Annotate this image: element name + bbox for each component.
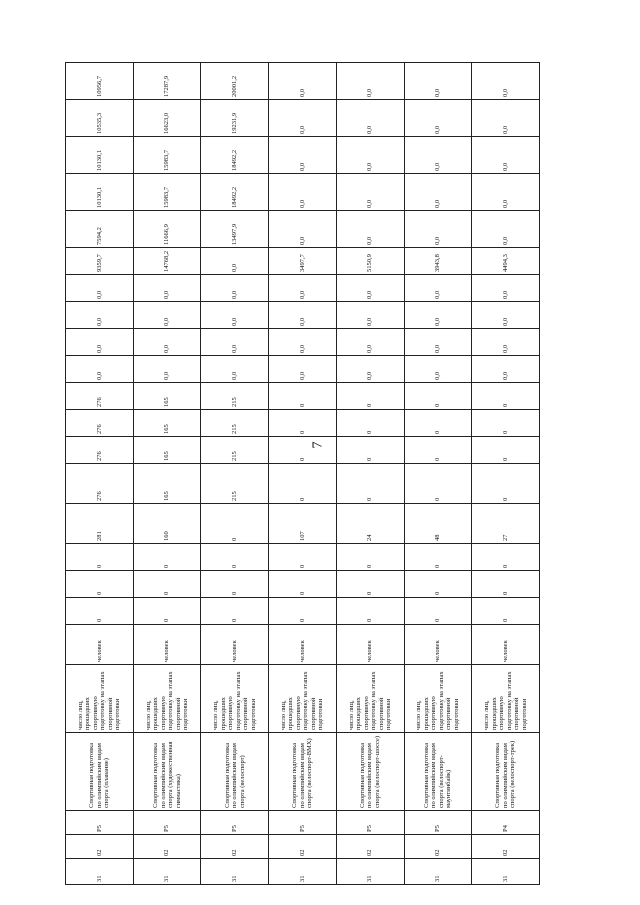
value-cell: 0,0	[201, 302, 269, 329]
value-cell: 165	[133, 383, 201, 410]
value-cell: 215	[201, 464, 269, 504]
value-cell: 5150,9	[336, 248, 404, 275]
value-cell: 0,0	[404, 137, 472, 174]
value-cell: 0	[133, 571, 201, 598]
code-cell: 31	[133, 859, 201, 885]
value-cell: 0	[472, 383, 540, 410]
value-cell: 0	[336, 464, 404, 504]
value-cell: 0,0	[269, 211, 337, 248]
code-cell: 31	[404, 859, 472, 885]
indicator-cell: число лиц, прошедших спортивную подготовку на этапах спортивной подготовки	[201, 665, 269, 733]
code-cell: P5	[269, 811, 337, 835]
value-cell: 0	[336, 544, 404, 571]
value-cell: 0	[66, 598, 134, 625]
activity-name-cell: Спортивная подготовка по олимпийским видам спорта (велоспорт-трек)	[472, 733, 540, 811]
unit-cell: человек	[472, 625, 540, 665]
table-row	[201, 26, 269, 885]
value-cell: 0,0	[472, 100, 540, 137]
value-cell: 0,0	[201, 356, 269, 383]
value-cell: 0	[336, 437, 404, 464]
value-cell: 0	[472, 571, 540, 598]
value-cell: 0	[269, 464, 337, 504]
value-cell: 0	[404, 598, 472, 625]
activity-name-cell: Спортивная подготовка по олимпийским видам спорта (плавание)	[66, 733, 134, 811]
value-cell: 0,0	[66, 356, 134, 383]
value-cell: 10535,3	[66, 100, 134, 137]
table-row	[66, 26, 134, 885]
unit-cell: человек	[269, 625, 337, 665]
value-cell: 3943,8	[404, 248, 472, 275]
activity-name-cell: Спортивная подготовка по олимпийским видам спорта (художественная гимнастика)	[133, 733, 201, 811]
code-cell: 31	[201, 859, 269, 885]
value-cell: 0,0	[201, 248, 269, 275]
value-cell: 0	[269, 571, 337, 598]
value-cell: 0	[336, 410, 404, 437]
code-cell: 02	[66, 835, 134, 859]
value-cell: 0	[201, 598, 269, 625]
value-cell: 4494,3	[472, 248, 540, 275]
value-cell: 0	[404, 437, 472, 464]
value-cell: 18492,2	[201, 174, 269, 211]
value-cell: 0	[269, 437, 337, 464]
value-cell: 18492,2	[201, 137, 269, 174]
value-cell: 215	[201, 383, 269, 410]
value-cell: 0,0	[472, 63, 540, 100]
document-table-container	[65, 30, 540, 885]
value-cell: 0	[66, 544, 134, 571]
value-cell: 0,0	[404, 100, 472, 137]
code-cell: P5	[66, 811, 134, 835]
value-cell: 0,0	[269, 63, 337, 100]
value-cell: 276	[66, 410, 134, 437]
value-cell: 0	[336, 383, 404, 410]
value-cell: 0,0	[269, 356, 337, 383]
value-cell: 0,0	[404, 174, 472, 211]
value-cell: 0,0	[404, 356, 472, 383]
code-cell: 02	[336, 835, 404, 859]
code-cell: 02	[269, 835, 337, 859]
value-cell: 0,0	[336, 329, 404, 356]
value-cell: 0	[201, 571, 269, 598]
value-cell: 0,0	[404, 302, 472, 329]
value-cell: 0,0	[336, 211, 404, 248]
indicator-cell: число лиц, прошедших спортивную подготовку на этапах спортивной подготовки	[269, 665, 337, 733]
unit-cell: человек	[133, 625, 201, 665]
code-cell: P5	[404, 811, 472, 835]
value-cell: 0,0	[336, 174, 404, 211]
value-cell: 10130,1	[66, 174, 134, 211]
value-cell: 0	[404, 464, 472, 504]
value-cell: 20001,2	[201, 63, 269, 100]
code-cell: 31	[269, 859, 337, 885]
value-cell: 0,0	[133, 356, 201, 383]
value-cell: 19231,9	[201, 100, 269, 137]
value-cell: 9359,7	[66, 248, 134, 275]
value-cell: 0	[269, 544, 337, 571]
value-cell: 276	[66, 437, 134, 464]
value-cell: 0,0	[269, 137, 337, 174]
value-cell: 15983,7	[133, 137, 201, 174]
value-cell: 0,0	[133, 329, 201, 356]
value-cell: 0	[404, 544, 472, 571]
page-number: 7	[310, 441, 326, 449]
value-cell: 0	[404, 383, 472, 410]
value-cell: 0,0	[269, 329, 337, 356]
value-cell: 0	[336, 598, 404, 625]
value-cell: 276	[66, 464, 134, 504]
unit-cell: человек	[201, 625, 269, 665]
value-cell: 0	[269, 598, 337, 625]
value-cell: 215	[201, 410, 269, 437]
code-cell: 31	[472, 859, 540, 885]
value-cell: 0,0	[472, 329, 540, 356]
unit-cell: человек	[66, 625, 134, 665]
table-row	[404, 26, 472, 885]
code-cell: 02	[201, 835, 269, 859]
value-cell: 0,0	[404, 63, 472, 100]
value-cell: 0,0	[336, 100, 404, 137]
value-cell: 0,0	[269, 275, 337, 302]
value-cell: 48	[404, 504, 472, 544]
table-row	[336, 26, 404, 885]
value-cell: 0,0	[336, 63, 404, 100]
activity-name-cell: Спортивная подготовка по олимпийским видам спорта (велоспорт-шоссе)	[336, 733, 404, 811]
indicator-cell: число лиц, прошедших спортивную подготовку на этапах спортивной подготовки	[336, 665, 404, 733]
value-cell: 0	[133, 598, 201, 625]
code-cell: P5	[201, 811, 269, 835]
table-row	[269, 26, 337, 885]
value-cell: 16623,0	[133, 100, 201, 137]
value-cell: 0,0	[66, 329, 134, 356]
indicator-cell: число лиц, прошедших спортивную подготовку на этапах спортивной подготовки	[404, 665, 472, 733]
value-cell: 0,0	[404, 329, 472, 356]
table-row	[133, 26, 201, 885]
value-cell: 0,0	[336, 275, 404, 302]
value-cell: 0	[66, 571, 134, 598]
code-cell: P5	[133, 811, 201, 835]
value-cell: 0	[336, 571, 404, 598]
value-cell: 24	[336, 504, 404, 544]
value-cell: 0,0	[269, 302, 337, 329]
value-cell: 0,0	[201, 329, 269, 356]
code-cell: P5	[336, 811, 404, 835]
value-cell: 0	[472, 544, 540, 571]
code-cell: 31	[66, 859, 134, 885]
value-cell: 0,0	[133, 275, 201, 302]
value-cell: 0,0	[336, 302, 404, 329]
value-cell: 276	[66, 383, 134, 410]
value-cell: 215	[201, 437, 269, 464]
value-cell: 0,0	[336, 137, 404, 174]
value-cell: 0,0	[472, 211, 540, 248]
value-cell: 0,0	[472, 174, 540, 211]
value-cell: 0	[404, 571, 472, 598]
value-cell: 11666,9	[133, 211, 201, 248]
value-cell: 13497,9	[201, 211, 269, 248]
unit-cell: человек	[404, 625, 472, 665]
value-cell: 7594,2	[66, 211, 134, 248]
value-cell: 0,0	[133, 302, 201, 329]
value-cell: 14768,2	[133, 248, 201, 275]
value-cell: 0	[404, 410, 472, 437]
indicator-cell: число лиц, прошедших спортивную подготовку на этапах спортивной подготовки	[472, 665, 540, 733]
value-cell: 0	[133, 544, 201, 571]
value-cell: 0	[269, 410, 337, 437]
indicator-cell: число лиц, прошедших спортивную подготовку на этапах спортивной подготовки	[66, 665, 134, 733]
unit-cell: человек	[336, 625, 404, 665]
table-row	[472, 26, 540, 885]
code-cell: 02	[404, 835, 472, 859]
value-cell: 0,0	[201, 275, 269, 302]
value-cell: 165	[133, 464, 201, 504]
value-cell: 0,0	[336, 356, 404, 383]
indicator-cell: число лиц, прошедших спортивную подготовку на этапах спортивной подготовки	[133, 665, 201, 733]
value-cell: 107	[269, 504, 337, 544]
code-cell: 02	[472, 835, 540, 859]
value-cell: 0,0	[269, 100, 337, 137]
value-cell: 0,0	[269, 174, 337, 211]
value-cell: 0,0	[404, 275, 472, 302]
value-cell: 0	[472, 410, 540, 437]
value-cell: 10956,7	[66, 63, 134, 100]
value-cell: 160	[133, 504, 201, 544]
value-cell: 0,0	[404, 211, 472, 248]
value-cell: 0	[201, 544, 269, 571]
value-cell: 165	[133, 410, 201, 437]
value-cell: 15983,7	[133, 174, 201, 211]
value-cell: 0,0	[472, 356, 540, 383]
value-cell: 0,0	[472, 137, 540, 174]
value-cell: 0	[472, 437, 540, 464]
value-cell: 0,0	[66, 275, 134, 302]
value-cell: 281	[66, 504, 134, 544]
value-cell: 10130,1	[66, 137, 134, 174]
value-cell: 17287,9	[133, 63, 201, 100]
activity-name-cell: Спортивная подготовка по олимпийским видам спорта (велоспорт-маунтинбайк)	[404, 733, 472, 811]
value-cell: 165	[133, 437, 201, 464]
value-cell: 0,0	[66, 302, 134, 329]
code-cell: P4	[472, 811, 540, 835]
data-table	[65, 25, 540, 885]
value-cell: 0	[472, 598, 540, 625]
code-cell: 02	[133, 835, 201, 859]
value-cell: 27	[472, 504, 540, 544]
value-cell: 3497,7	[269, 248, 337, 275]
activity-name-cell: Спортивная подготовка по олимпийским видам спорта (велоспорт)	[201, 733, 269, 811]
value-cell: 0,0	[472, 275, 540, 302]
value-cell: 0	[201, 504, 269, 544]
activity-name-cell: Спортивная подготовка по олимпийским видам спорта (велоспорт-ВМХ)	[269, 733, 337, 811]
value-cell: 0,0	[472, 302, 540, 329]
code-cell: 31	[336, 859, 404, 885]
value-cell: 0	[472, 464, 540, 504]
value-cell: 0	[269, 383, 337, 410]
